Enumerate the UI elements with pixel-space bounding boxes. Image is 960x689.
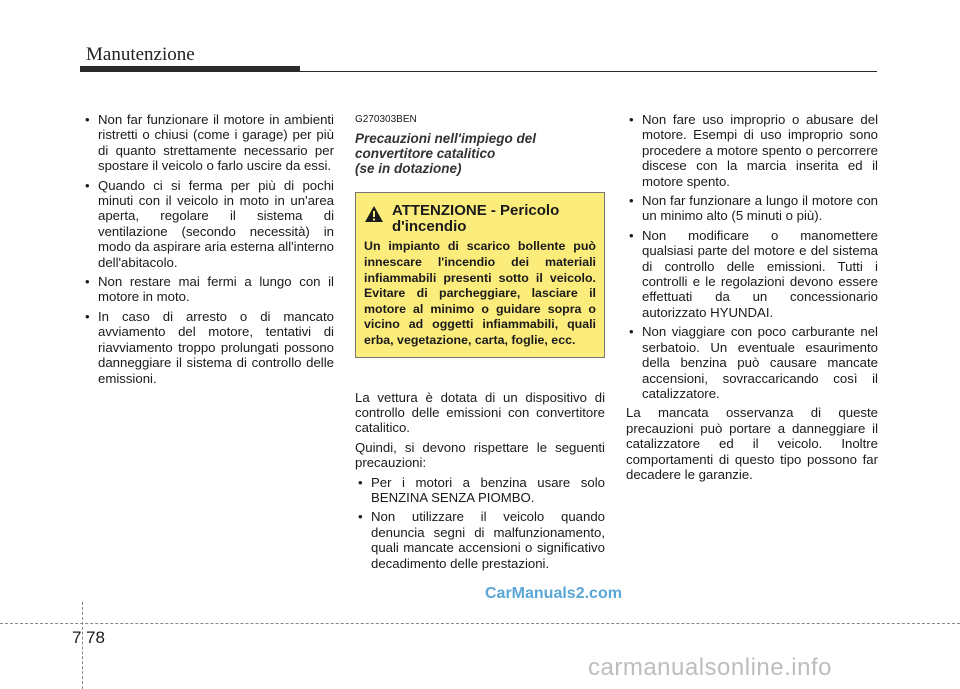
page-number: 78 bbox=[86, 628, 105, 647]
warning-title-line: d'incendio bbox=[392, 218, 467, 236]
bullet-list-1 bbox=[82, 112, 334, 386]
warning-title bbox=[392, 203, 559, 235]
warning-triangle-icon bbox=[364, 205, 384, 223]
section-title bbox=[355, 131, 605, 176]
paragraph: Quindi, si devono rispettare le seguenti precauzioni: bbox=[355, 439, 605, 471]
section-title-line: convertitore catalitico bbox=[355, 146, 496, 162]
warning-body: Un impianto di scarico bollente può innescare l'incendio dei materiali infiammabili presenti sotto il veicolo. Evitare di parcheggiare, lasciare il motore al minimo o guidare sopra o vicino ad oggetti infiammabili, quali erba, vegetazione, carta, foglie, ecc. bbox=[364, 239, 596, 347]
list-item: • Non far funzionare a lungo il motore con un minimo alto (5 minuti o più). bbox=[626, 193, 878, 224]
column-1 bbox=[82, 112, 334, 390]
footer-vertical-divider bbox=[82, 602, 83, 689]
section-code: G270303BEN bbox=[355, 114, 417, 125]
list-item: • Non far funzionare il motore in ambienti ristretti o chiusi (come i garage) per più di quanto strettamente necessario per spostare il veicolo o farlo uscire da essi. bbox=[82, 112, 334, 174]
paragraph: La vettura è dotata di un dispositivo di controllo delle emissioni con convertitore catalitico. bbox=[355, 389, 605, 436]
footer-divider bbox=[0, 623, 960, 624]
list-item: • In caso di arresto o di mancato avviamento del motore, tentativi di riavviamento troppo prolungati possono danneggiare il sistema di controllo delle emissioni. bbox=[82, 309, 334, 386]
warning-header bbox=[356, 193, 604, 235]
page-title: Manutenzione bbox=[86, 44, 195, 65]
list-item: • Non utilizzare il veicolo quando denuncia segni di malfunzionamento, quali mancate accensioni o significativo decadimento delle prestazioni. bbox=[355, 509, 605, 571]
column-3 bbox=[626, 112, 878, 486]
list-item: • Per i motori a benzina usare solo BENZINA SENZA PIOMBO. bbox=[355, 475, 605, 506]
warning-title-line: ATTENZIONE - Pericolo bbox=[392, 202, 560, 220]
bullet-list-2 bbox=[355, 475, 605, 571]
watermark-online[interactable]: carmanualsonline.info bbox=[588, 654, 832, 681]
chapter-number: 7 bbox=[72, 628, 82, 647]
list-item: • Non restare mai fermi a lungo con il motore in moto. bbox=[82, 274, 334, 305]
list-item: • Non viaggiare con poco carburante nel serbatoio. Un eventuale esaurimento della benzina può causare mancate accensioni, sovraccaricando così il catalizzatore. bbox=[626, 324, 878, 401]
list-item: • Non modificare o manomettere qualsiasi parte del motore e del sistema di controllo delle emissioni. Tutti i controlli e le regolazioni devono essere effettuati da un concessionario autorizzato HYUNDAI. bbox=[626, 228, 878, 320]
warning-box bbox=[355, 192, 605, 357]
bullet-list-3 bbox=[626, 112, 878, 401]
header-rule-thin bbox=[300, 71, 877, 72]
section-title-line: (se in dotazione) bbox=[355, 161, 462, 177]
list-item: • Non fare uso improprio o abusare del motore. Esempi di uso improprio sono procedere a motore spento o percorrere discese con la marcia inserita ed il motore spento. bbox=[626, 112, 878, 189]
section-title-line: Precauzioni nell'impiego del bbox=[355, 131, 536, 147]
paragraph: La mancata osservanza di queste precauzioni può portare a danneggiare il catalizzatore ed il veicolo. Inoltre comportamenti di questo tipo possono far decadere le garanzie. bbox=[626, 405, 878, 482]
list-item: • Quando ci si ferma per più di pochi minuti con il veicolo in moto in un'area aperta, regolare il sistema di ventilazione (secondo necessità) in modo da aspirare aria esterna all'interno dell'abitacolo. bbox=[82, 178, 334, 270]
column-2 bbox=[355, 112, 605, 575]
header-rule-thick bbox=[80, 66, 300, 72]
watermark-carmanuals[interactable]: CarManuals2.com bbox=[485, 585, 622, 602]
